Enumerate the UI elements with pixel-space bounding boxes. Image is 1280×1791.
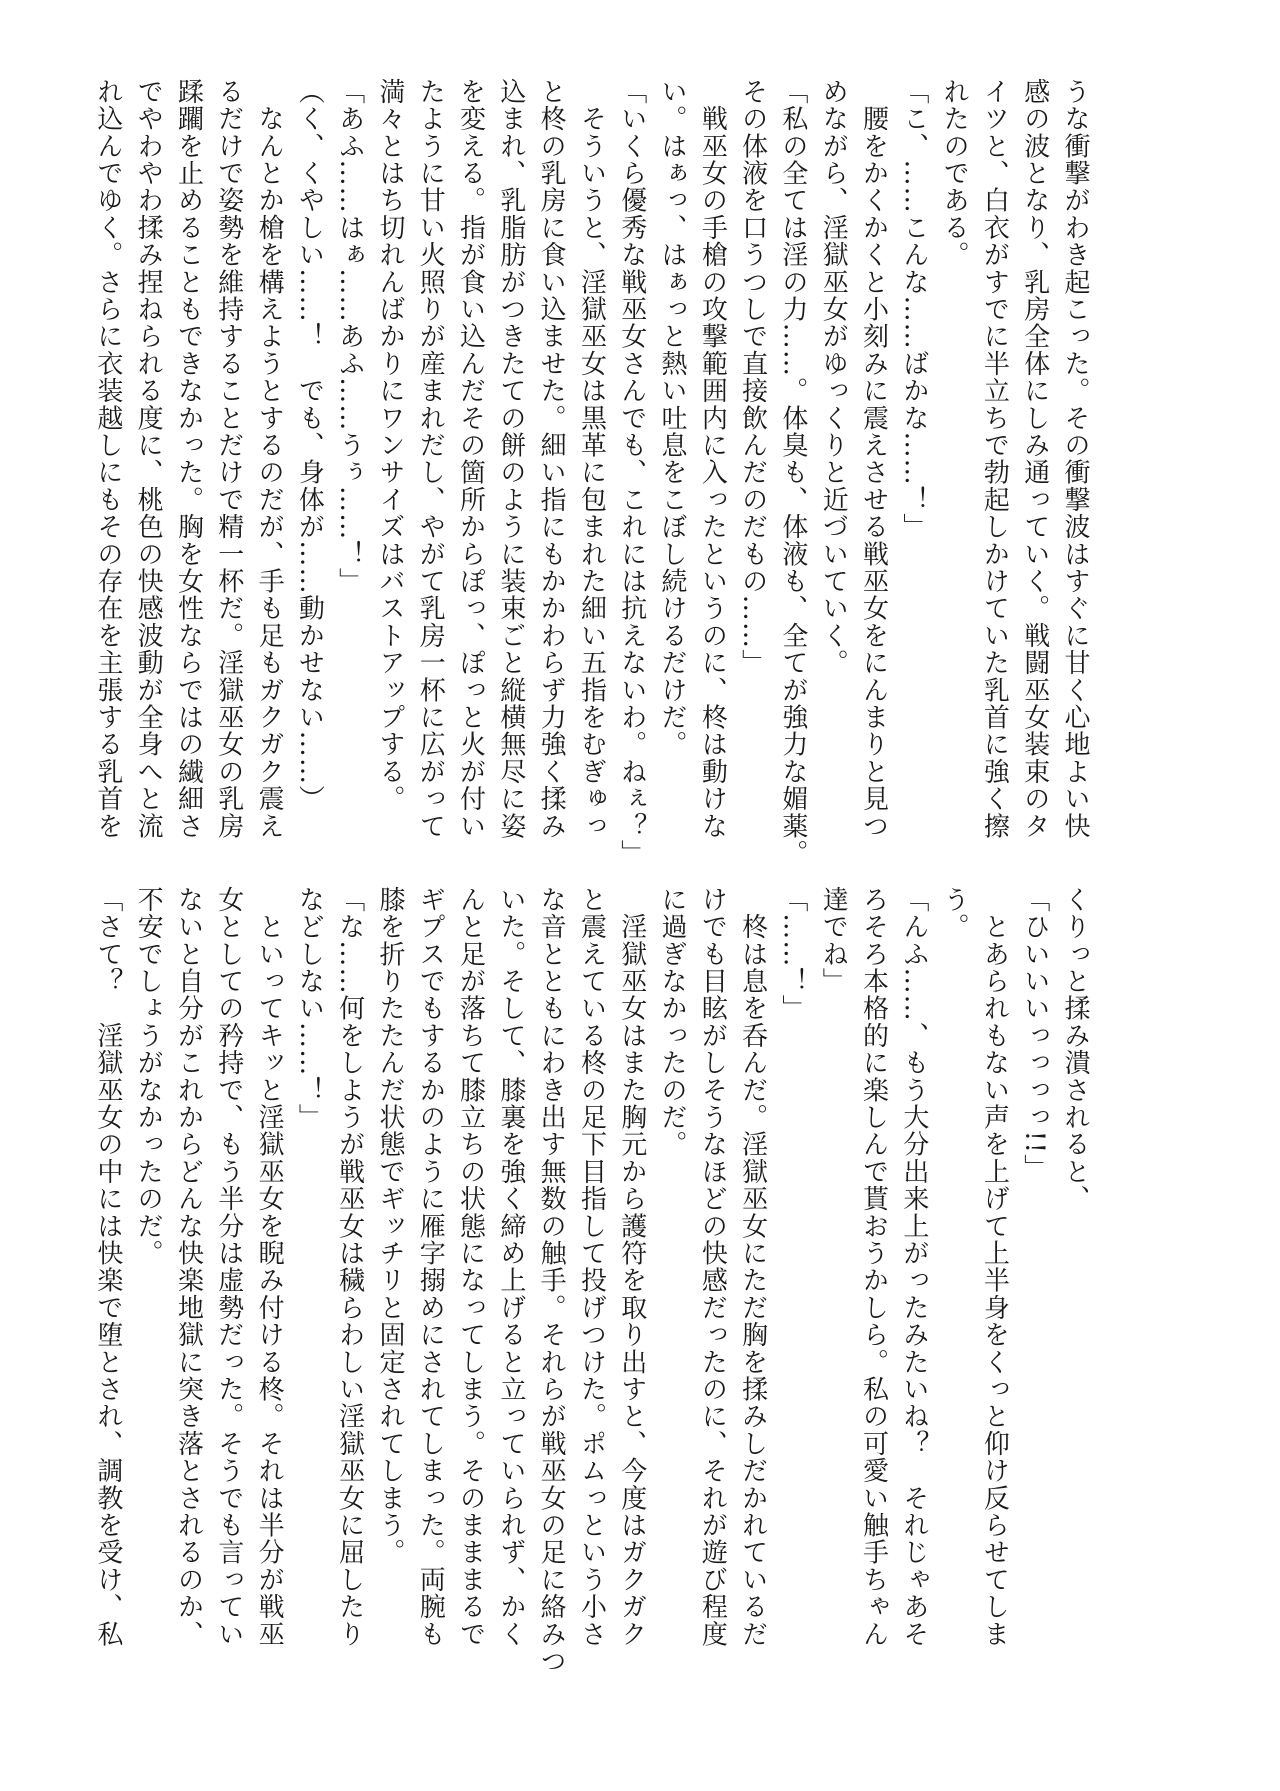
text-column: そういうと、淫獄巫女は黒革に包まれた細い五指をむぎゅっ [576,78,607,840]
text-column: ギプスでもするかのように雁字搦めにされてしまった。両腕も [415,886,446,1648]
text-block-upper [87,78,1095,867]
text-column: を変える。指が食い込んだその箇所からぽっ、ぽっと火が付い [455,78,486,840]
text-column: 込まれ、乳脂肪がつきたての餅のように装束ごと縦横無尽に姿 [495,78,526,840]
text-column: 「さて？ 淫獄巫女の中には快楽で堕とされ、調教を受け、私 [92,886,123,1648]
text-column: 「な……何をしようが戦巫女は穢らわしい淫獄巫女に屈したり [334,886,365,1648]
text-column: 「んふ……、もう大分出来上がったみたいね？ それじゃあそ [898,886,929,1648]
text-column: 「ひいいいっっっっ!!」 [1019,886,1050,1182]
text-column: 「あふ……はぁ……あふ……うぅ……！」 [334,78,365,595]
text-column: 満々とはち切れんばかりにワンサイズはバストアップする。 [374,78,405,813]
text-column: 腰をかくかくと小刻みに震えさせる戦巫女をにんまりと見つ [858,78,889,840]
text-column: ないと自分がこれからどんな快楽地獄に突き落とされるのか、 [173,886,204,1648]
text-column: れたのである。 [939,78,970,269]
text-column: 感の波となり、乳房全体にしみ通っていく。戦闘巫女装束のタ [1019,78,1050,840]
text-column: 「私の全ては淫の力……。体臭も、体液も、全てが強力な媚薬。 [777,78,808,867]
text-column: （く、くやしい……！ でも、身体が……動かせない……） [294,78,325,813]
text-column: ろそろ本格的に楽しんで貰おうかしら。私の可愛い触手ちゃん [858,886,889,1648]
text-column: 「……！」 [777,886,808,1022]
text-column: その体液を口うつしで直接飲んだのだもの……」 [737,78,768,677]
text-column: 「いくら優秀な戦巫女さんでも、これには抗えないわ。ねぇ？」 [616,78,647,867]
text-column: などしない……！」 [294,886,325,1131]
text-column: 女としての矜持で、もう半分は虚勢だった。そうでも言ってい [213,886,244,1648]
text-column: な音とともにわき出す無数の触手。それらが戦巫女の足に絡みつ [536,886,567,1675]
text-column: くりっと揉み潰されると、 [1060,886,1090,1213]
text-column: い。はぁっ、はぁっと熱い吐息をこぼし続けるだけだ。 [657,78,688,758]
text-column: たように甘い火照りが産まれだし、やがて乳房一杯に広がって [415,78,446,840]
text-column: んと足が落ちて膝立ちの状態になってしまう。そのまままるで [455,886,486,1648]
text-column: れ込んでゆく。さらに衣装越しにもその存在を主張する乳首を [92,78,123,840]
text-column: といってキッと淫獄巫女を睨み付ける柊。それは半分が戦巫 [254,886,285,1648]
text-column: う。 [939,886,970,941]
text-column: 淫獄巫女はまた胸元から護符を取り出すと、今度はガクガク [616,886,647,1648]
text-column: なんとか槍を構えようとするのだが、手も足もガクガク震え [254,78,285,840]
text-column: に過ぎなかったのだ。 [657,886,688,1158]
text-column: イツと、白衣がすでに半立ちで勃起しかけていた乳首に強く擦 [979,78,1010,840]
text-column: けでも目眩がしそうなほどの快感だったのに、それが遊び程度 [697,886,728,1648]
text-column: でやわやわ揉み捏ねられる度に、桃色の快感波動が全身へと流 [133,78,164,840]
text-column: 戦巫女の手槍の攻撃範囲内に入ったというのに、柊は動けな [697,78,728,840]
text-column: と柊の乳房に食い込ませた。細い指にもかかわらず力強く揉み [536,78,567,840]
text-column: るだけで姿勢を維持することだけで精一杯だ。淫獄巫女の乳房 [213,78,244,840]
text-column: うな衝撃がわき起こった。その衝撃波はすぐに甘く心地よい快 [1060,78,1090,840]
text-column: 蹂躙を止めることもできなかった。胸を女性ならではの繊細さ [173,78,204,840]
text-column: と震えている柊の足下目指して投げつけた。ポムっという小さ [576,886,607,1648]
text-column: 「こ、……こんな……ばかな……！」 [898,78,929,541]
text-column: めながら、淫獄巫女がゆっくりと近づいていく。 [818,78,849,677]
text-column: 膝を折りたたんだ状態でギッチリと固定されてしまう。 [374,886,405,1566]
text-column: とあられもない声を上げて上半身をくっと仰け反らせてしま [979,886,1010,1648]
text-block-lower [87,886,1095,1675]
text-column: いた。そして、膝裏を強く締め上げると立っていられず、かく [495,886,526,1648]
text-column: 達でね」 [818,886,849,995]
text-column: 不安でしょうがなかったのだ。 [133,886,164,1267]
text-column: 柊は息を呑んだ。淫獄巫女にただ胸を揉みしだかれているだ [737,886,768,1648]
